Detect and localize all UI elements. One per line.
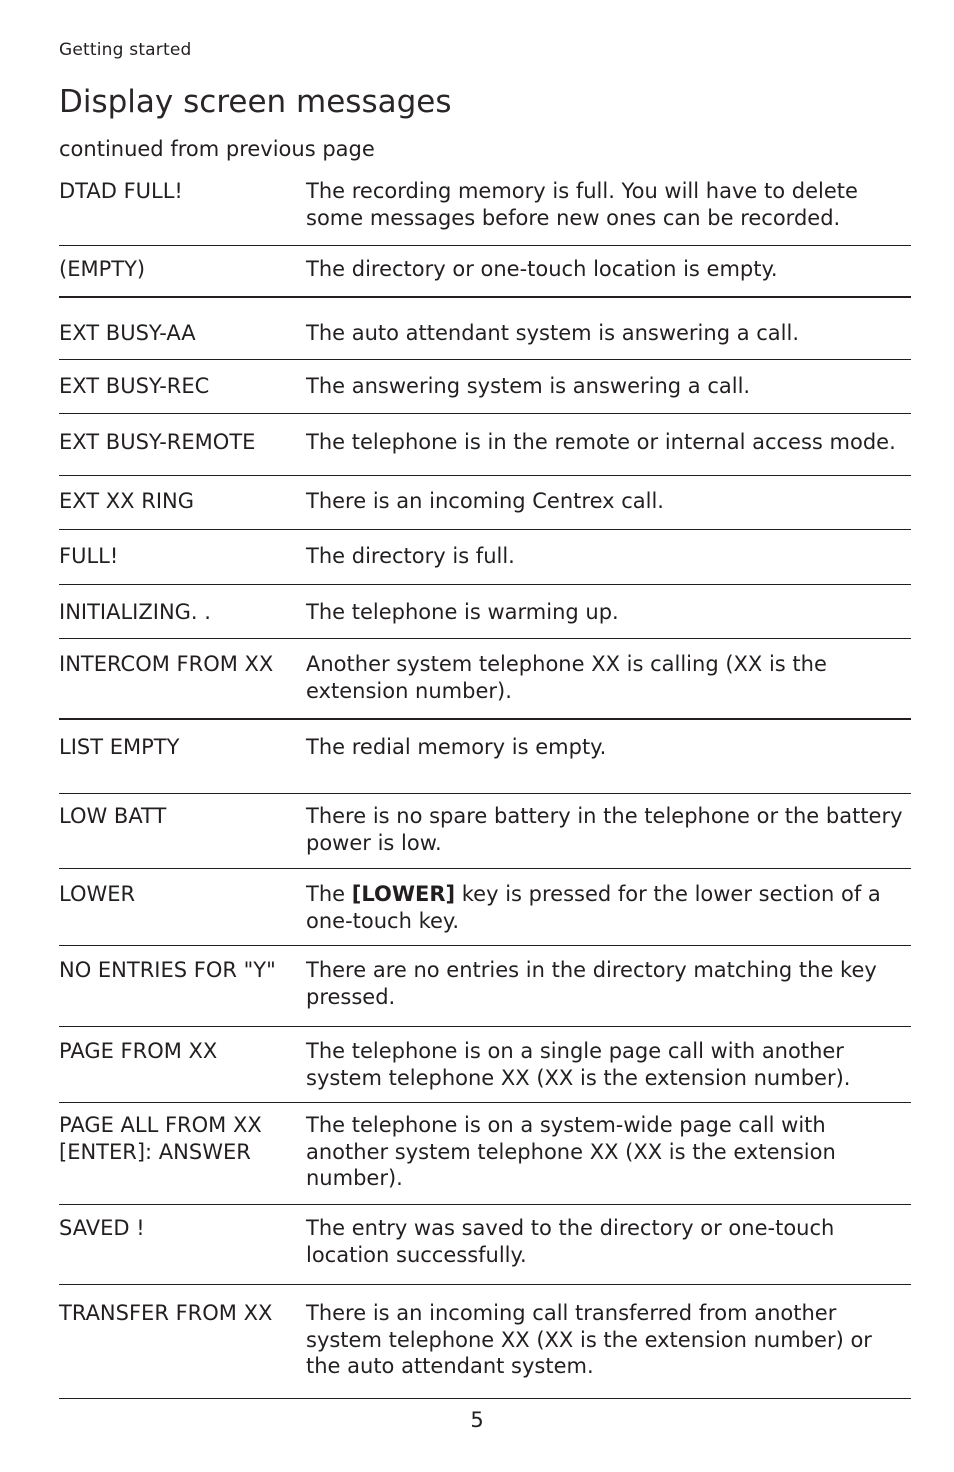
- message-code: DTAD FULL!: [59, 179, 183, 203]
- message-description: The telephone is in the remote or internal access mode.: [306, 430, 896, 454]
- message-description: There is no spare battery in the telephone or the battery power is low.: [306, 804, 903, 855]
- table-row: [59, 1300, 911, 1399]
- message-code: EXT BUSY-REMOTE: [59, 430, 256, 454]
- message-description: The answering system is answering a call.: [306, 374, 751, 398]
- message-code: LIST EMPTY: [59, 735, 180, 759]
- message-description: The directory is full.: [306, 544, 515, 568]
- message-description: The redial memory is empty.: [306, 735, 607, 759]
- table-row: [59, 178, 911, 246]
- table-row: [59, 320, 911, 360]
- message-code: LOW BATT: [59, 804, 167, 828]
- message-description: There are no entries in the directory matching the key pressed.: [306, 958, 877, 1009]
- table-row: [59, 373, 911, 414]
- message-code: PAGE FROM XX: [59, 1039, 218, 1063]
- message-code: (EMPTY): [59, 257, 146, 281]
- message-description: The auto attendant system is answering a call.: [306, 321, 799, 345]
- message-description: The telephone is on a single page call with another system telephone XX (XX is the extension number).: [306, 1039, 851, 1090]
- message-code: NO ENTRIES FOR "Y": [59, 958, 276, 982]
- table-row: [59, 599, 911, 639]
- table-row: [59, 957, 911, 1027]
- message-description: There is an incoming call transferred from another system telephone XX (XX is the extension number) or the auto attendant system.: [306, 1301, 872, 1378]
- message-code: FULL!: [59, 544, 119, 568]
- table-row: [59, 1112, 911, 1205]
- table-row: [59, 429, 911, 476]
- message-code: EXT XX RING: [59, 489, 195, 513]
- message-code: EXT BUSY-AA: [59, 321, 196, 345]
- message-description: There is an incoming Centrex call.: [306, 489, 664, 513]
- description-text: key is pressed for the lower section of a one-touch key.: [306, 882, 881, 933]
- message-description: The entry was saved to the directory or one-touch location successfully.: [306, 1216, 835, 1267]
- message-code: SAVED !: [59, 1216, 145, 1240]
- table-row: [59, 1215, 911, 1285]
- table-row: [59, 1038, 911, 1103]
- message-code: INTERCOM FROM XX: [59, 652, 274, 676]
- message-description: The directory or one-touch location is empty.: [306, 257, 778, 281]
- page-title: Display screen messages: [59, 84, 452, 120]
- message-code: PAGE ALL FROM XX [ENTER]: ANSWER: [59, 1113, 262, 1164]
- message-description: The recording memory is full. You will have to delete some messages before new ones can be recorded.: [306, 179, 858, 230]
- table-row: [59, 488, 911, 530]
- table-row: [59, 256, 911, 298]
- table-row: [59, 734, 911, 794]
- message-code: TRANSFER FROM XX: [59, 1301, 273, 1325]
- page-number: 5: [470, 1408, 484, 1432]
- continued-note: continued from previous page: [59, 137, 375, 161]
- description-text: The: [306, 882, 352, 906]
- message-description: The telephone is on a system-wide page call with another system telephone XX (XX is the extension number).: [306, 1113, 836, 1190]
- message-code: INITIALIZING. .: [59, 600, 211, 624]
- message-code: EXT BUSY-REC: [59, 374, 210, 398]
- table-row: [59, 881, 911, 946]
- table-row: [59, 651, 911, 720]
- section-label: Getting started: [59, 40, 192, 60]
- lower-key-label: [LOWER]: [351, 882, 456, 906]
- message-description: Another system telephone XX is calling (XX is the extension number).: [306, 652, 827, 703]
- table-row: [59, 543, 911, 585]
- message-description: The telephone is warming up.: [306, 600, 619, 624]
- table-row: [59, 803, 911, 869]
- message-description: [306, 881, 911, 934]
- message-code: LOWER: [59, 882, 136, 906]
